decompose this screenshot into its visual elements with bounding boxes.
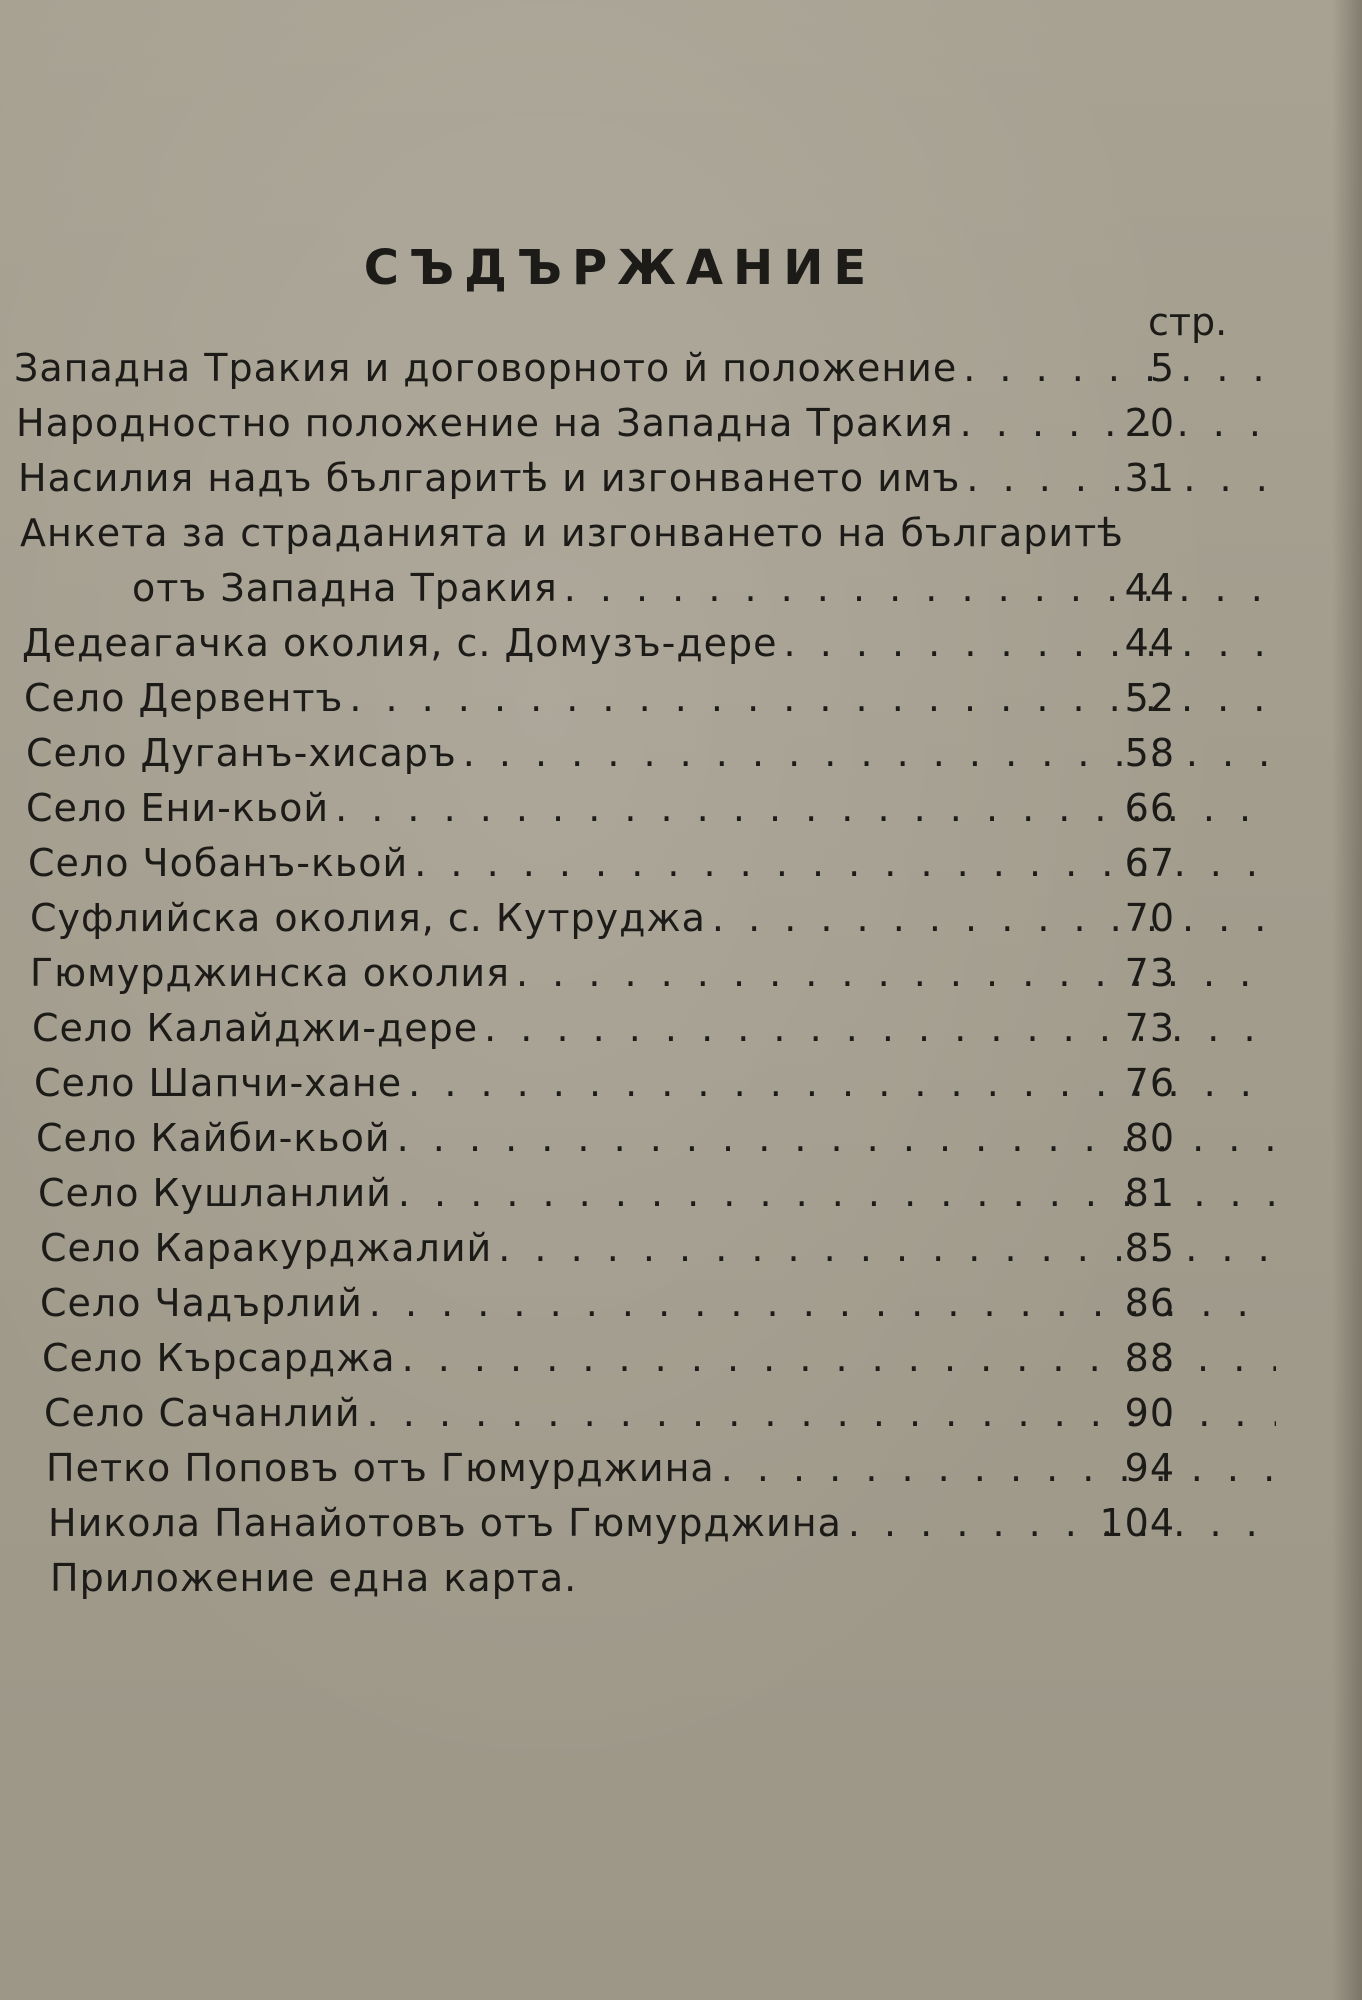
page-title: СЪДЪРЖАНИЕ xyxy=(363,240,877,296)
toc-entry xyxy=(0,786,1362,841)
toc-entry xyxy=(0,1336,1362,1391)
toc-entry xyxy=(0,1281,1362,1336)
toc-entry-page: 44 xyxy=(1124,566,1175,610)
toc-entry-page: 52 xyxy=(1124,676,1175,720)
toc-entry-title: Дедеагачка околия, с. Домузъ-дере xyxy=(22,621,778,665)
toc-entry-title: Западна Тракия и договорното й положение xyxy=(14,346,958,390)
toc-entry-page: 86 xyxy=(1124,1281,1175,1325)
toc-entry-page: 20 xyxy=(1124,401,1175,445)
toc-entry-title: Село Чадърлий xyxy=(40,1281,363,1325)
toc-entry xyxy=(0,1061,1362,1116)
toc-dot-leader xyxy=(721,1446,1276,1490)
toc-entry xyxy=(0,1171,1362,1226)
toc-entry-page: 94 xyxy=(1124,1446,1175,1490)
page-column-label: стр. xyxy=(1148,300,1228,344)
toc-entry-title: Никола Панайотовъ отъ Гюмурджина xyxy=(48,1501,842,1545)
toc-entry-title: Суфлийска околия, с. Кутруджа xyxy=(30,896,706,940)
toc-entry xyxy=(0,1391,1362,1446)
toc-entry-title: Село Ени-кьой xyxy=(26,786,330,830)
toc-entry-page: 31 xyxy=(1124,456,1175,500)
toc-dot-leader xyxy=(848,1501,1276,1545)
toc-entry-title: Петко Поповъ отъ Гюмурджина xyxy=(46,1446,715,1490)
toc-entry xyxy=(0,1556,1362,1611)
toc-entry xyxy=(0,1116,1362,1171)
toc-entry xyxy=(0,731,1362,786)
toc-entry-page: 76 xyxy=(1124,1061,1175,1105)
toc-entry-title: Гюмурджинска околия xyxy=(30,951,510,995)
toc-entry-title: отъ Западна Тракия xyxy=(132,566,558,610)
toc-entry-title: Село Шапчи-хане xyxy=(34,1061,403,1105)
toc-entry-title: Село Сачанлий xyxy=(44,1391,361,1435)
toc-entry-title: Село Кушланлий xyxy=(38,1171,392,1215)
toc-entry-title: Приложение една карта. xyxy=(50,1556,578,1600)
toc-entry-title: Село Дервентъ xyxy=(24,676,344,720)
toc-entry-page: 81 xyxy=(1124,1171,1175,1215)
toc-entry-title: Село Каракурджалий xyxy=(40,1226,493,1270)
toc-entry xyxy=(0,621,1362,676)
toc-entry-page: 67 xyxy=(1124,841,1175,885)
toc-entry-page: 85 xyxy=(1124,1226,1175,1270)
toc-entry xyxy=(0,566,1362,621)
toc-entry-page: 90 xyxy=(1124,1391,1175,1435)
toc-entry xyxy=(0,456,1362,511)
toc-entry-page: 66 xyxy=(1124,786,1175,830)
toc-entry xyxy=(0,401,1362,456)
toc-entry xyxy=(0,1006,1362,1061)
toc-entry-title: Анкета за страданията и изгонването на българитѣ xyxy=(20,511,1124,555)
toc-entry-page: 80 xyxy=(1124,1116,1175,1160)
toc-entry-page: 88 xyxy=(1124,1336,1175,1380)
toc-entry xyxy=(0,346,1362,401)
toc-entry-title: Насилия надъ българитѣ и изгонването имъ xyxy=(18,456,961,500)
toc-entry-page: 73 xyxy=(1124,1006,1175,1050)
toc-entry-page: 44 xyxy=(1124,621,1175,665)
toc-entry-title: Народностно положение на Западна Тракия xyxy=(16,401,954,445)
toc-entry xyxy=(0,676,1362,731)
toc-entry xyxy=(0,896,1362,951)
toc-entry xyxy=(0,1501,1362,1556)
toc-entry-page: 5 xyxy=(1149,346,1175,390)
toc-entry-page: 70 xyxy=(1124,896,1175,940)
toc-entry-title: Село Дуганъ-хисаръ xyxy=(26,731,457,775)
toc-entry-page: 73 xyxy=(1124,951,1175,995)
toc-dot-leader xyxy=(784,621,1276,665)
toc-entry-title: Село Калайджи-дере xyxy=(32,1006,479,1050)
toc-entry xyxy=(0,841,1362,896)
table-of-contents xyxy=(0,346,1362,1611)
toc-entry-title: Село Чобанъ-кьой xyxy=(28,841,409,885)
toc-entry xyxy=(0,511,1362,566)
toc-entry xyxy=(0,1446,1362,1501)
toc-entry-page: 58 xyxy=(1124,731,1175,775)
toc-dot-leader xyxy=(712,896,1276,940)
toc-entry-page: 104 xyxy=(1099,1501,1175,1545)
toc-entry xyxy=(0,1226,1362,1281)
toc-entry-title: Село Кайби-кьой xyxy=(36,1116,391,1160)
toc-entry xyxy=(0,951,1362,1006)
toc-entry-title: Село Кърсарджа xyxy=(42,1336,396,1380)
